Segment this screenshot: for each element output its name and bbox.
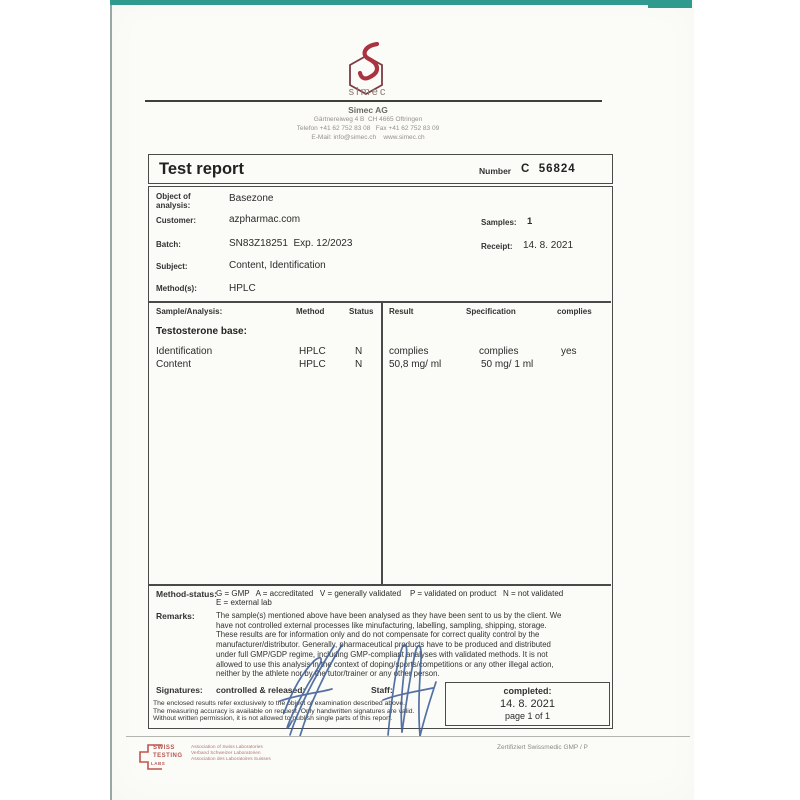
row-complies: yes xyxy=(561,346,577,357)
remarks-text: The sample(s) mentioned above have been analysed as they have been sent to us by the client. We have not controlled external processes like minufacturing, labelling, sampling, shipping, storage. These results are for information only and do not compensate for correct quality control by the manufacturer/distributor. Generally, pharmaceutical products have to be produced and distributed under full GMP/GDP regime, including GMP-compliant analyses with validated methods. It is not allowed to use this analysis in the context of doping/sports/competitions or any other illegal action, neither by the athlete nor by the tutor/trainer or any other person. xyxy=(216,611,562,679)
methods-label: Method(s): xyxy=(156,284,197,293)
table-bottom-rule xyxy=(149,584,611,586)
signature-scribble-staff xyxy=(378,640,440,740)
col-header-status: Status xyxy=(349,307,374,316)
association-line1: Association of Swiss Laboratories xyxy=(191,745,263,750)
simec-logo-wordmark: simec xyxy=(348,86,388,98)
row-method: HPLC xyxy=(299,346,326,357)
receipt-label: Receipt: xyxy=(481,242,513,251)
row-result: 50,8 mg/ ml xyxy=(389,359,442,370)
report-number-label: Number xyxy=(479,166,512,176)
row-status: N xyxy=(355,346,363,357)
table-top-rule xyxy=(149,301,611,303)
remarks-label: Remarks: xyxy=(156,611,195,621)
col-header-analysis: Sample/Analysis: xyxy=(156,307,223,316)
row-result: complies xyxy=(389,346,429,357)
staff-label: Staff: xyxy=(371,685,393,695)
company-email: E-Mail: info@simec.ch www.simec.ch xyxy=(311,134,425,141)
signature-scribble-controlled xyxy=(272,643,362,738)
customer-label: Customer: xyxy=(156,216,197,225)
methods-value: HPLC xyxy=(229,283,256,294)
completed-box xyxy=(445,682,610,726)
batch-value: SN83Z18251 Exp. 12/2023 xyxy=(229,238,353,249)
certified-text: Zertifiziert Swissmedic GMP / P xyxy=(497,744,588,751)
row-analysis: Identification xyxy=(156,346,213,357)
customer-value: azpharmac.com xyxy=(229,214,301,225)
completed-date: 14. 8. 2021 xyxy=(499,698,556,710)
object-label: Object of analysis: xyxy=(156,192,191,210)
fine-print-line1: The enclosed results refer exclusively to the object of examination described above. xyxy=(153,700,405,707)
row-method: HPLC xyxy=(299,359,326,370)
swiss-testing-word1: SWISS xyxy=(153,745,175,751)
association-line2: Verband Schweizer Laboratorien xyxy=(191,751,261,756)
report-header-box xyxy=(148,154,613,184)
fine-print-line2: The measuring accuracy is available on request. Only handwritten signatures are valid. xyxy=(153,707,415,715)
table-column-divider xyxy=(381,301,383,584)
row-specification: 50 mg/ 1 ml xyxy=(481,359,534,370)
col-header-complies: complies xyxy=(557,307,592,316)
subject-value: Content, Identification xyxy=(229,260,326,271)
controlled-released-label: controlled & released: xyxy=(216,685,306,695)
scan-top-edge xyxy=(110,0,692,5)
report-title: Test report xyxy=(159,160,244,178)
col-header-result: Result xyxy=(389,307,414,316)
page-indicator: page 1 of 1 xyxy=(504,711,551,721)
row-analysis: Content xyxy=(156,359,192,370)
samples-label: Samples: xyxy=(481,218,517,227)
report-number-value: C 56824 xyxy=(521,163,576,175)
row-specification: complies xyxy=(479,346,519,357)
letterhead-rule xyxy=(145,100,602,102)
swiss-testing-word2: TESTING xyxy=(153,752,183,759)
signatures-label: Signatures: xyxy=(156,685,203,695)
method-status-line1: G = GMP A = accreditated V = generally validated P = validated on product N = not validated xyxy=(216,589,564,598)
company-phone: Telefon +41 62 752 83 08 Fax +41 62 752 83 09 xyxy=(296,125,440,132)
batch-label: Batch: xyxy=(156,240,181,249)
scan-top-edge-notch xyxy=(648,0,692,8)
receipt-value: 14. 8. 2021 xyxy=(523,240,574,251)
col-header-specification: Specification xyxy=(466,307,516,316)
company-name: Simec AG xyxy=(348,105,388,115)
object-value: Basezone xyxy=(229,193,274,204)
association-line3: Association des Laboratoires Suisses xyxy=(191,757,271,762)
method-status-line2: E = external lab xyxy=(216,598,272,607)
col-header-method: Method xyxy=(296,307,325,316)
row-status: N xyxy=(355,359,363,370)
samples-value: 1 xyxy=(527,216,533,227)
method-status-label: Method-status: xyxy=(156,589,217,599)
fine-print-line3: Without written permission, it is not allowed to publish single parts of this report. xyxy=(153,715,393,722)
completed-label: completed: xyxy=(503,686,552,696)
footer-rule xyxy=(126,736,690,737)
swiss-testing-word3: LABS xyxy=(151,761,166,766)
subject-label: Subject: xyxy=(156,262,188,271)
sample-group-label: Testosterone base: xyxy=(156,326,247,337)
company-address: Gärtnereiweg 4 B CH 4665 Oftringen xyxy=(313,116,423,123)
